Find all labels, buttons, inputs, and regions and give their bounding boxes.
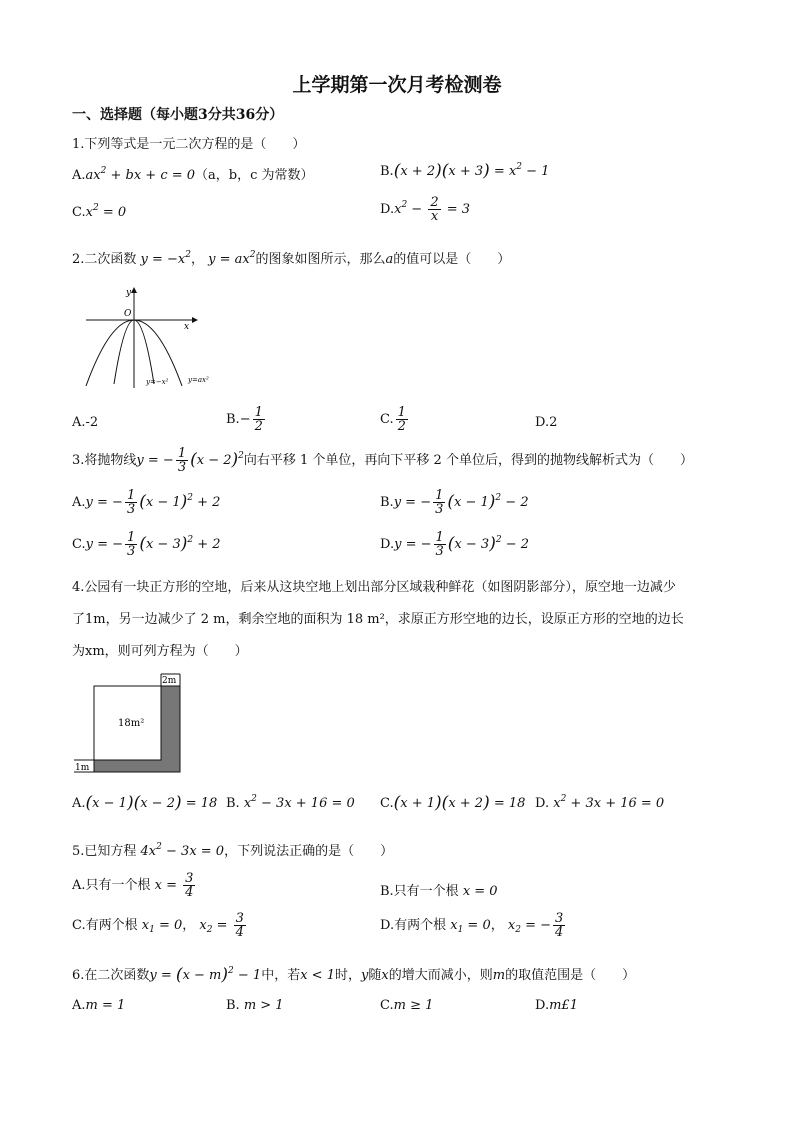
question-5-stem: 5.已知方程 $4x^2 - 3x = 0$，下列说法正确的是（ ） xyxy=(72,842,394,859)
parabola-figure xyxy=(84,284,224,390)
question-5-option-d[interactable]: D.有两个根 $x_1 = 0$， $x_2$ = − $\frac{3}{4}$ xyxy=(380,911,564,940)
math-expression: $x^2$ − $\frac{2}{x}$ = 3 xyxy=(394,195,471,224)
question-2-stem: 2.二次函数 $y = -x^2$， $y = ax^2$的图象如图所示，那么a的值可以是（ ） xyxy=(72,250,511,267)
question-4-line-1: 4.公园有一块正方形的空地，后来从这块空地上划出部分区域栽种鲜花（如图阴影部分），原空地一边减少 xyxy=(72,580,676,595)
curve-label-1: y=−x² xyxy=(146,378,169,386)
question-1-option-d[interactable]: $D.x^2$ − $\frac{2}{x}$ = 3 xyxy=(380,195,471,224)
question-3-option-c[interactable]: C.y = − $\frac{1}{3}$ $(x - 3)^2 + 2$ xyxy=(72,530,221,559)
question-1-option-b[interactable]: $B.(x + 2)(x + 3) = x^2 - 1$ xyxy=(380,161,550,181)
question-2-option-b[interactable]: B.− $\frac{1}{2}$ xyxy=(226,405,263,434)
question-1-option-c[interactable]: $C.x^2 = 0$ xyxy=(72,203,127,220)
question-4-line-2: 了1m，另一边减少了 2 m，剩余空地的面积为 18 m²，求原正方形空地的边长，设原正方形的空地的边长 xyxy=(72,612,684,627)
origin-label: O xyxy=(124,309,132,319)
question-5-option-a[interactable]: A.只有一个根 x = $\frac{3}{4}$ xyxy=(72,871,194,900)
math-expression: $(x + 2)(x + 3) = x^2 - 1$ xyxy=(393,161,550,181)
question-6-option-d[interactable]: D.m£1 xyxy=(535,998,578,1013)
area-label: 18m² xyxy=(118,718,145,729)
question-3-option-d[interactable]: D.y = − $\frac{1}{3}$ $(x - 3)^2 - 2$ xyxy=(380,530,529,559)
curve-label-2: y=ax² xyxy=(188,376,209,384)
question-1-option-a[interactable]: $A.ax^2$ + bx + c = 0（a，b，c 为常数） xyxy=(72,166,314,183)
square-garden-figure xyxy=(72,672,188,776)
question-2-option-a[interactable]: A.-2 xyxy=(72,415,99,430)
math-expression: $x^2 = 0$ xyxy=(85,203,127,220)
bottom-width-label: 1m xyxy=(75,763,90,773)
y-axis-label: y xyxy=(126,288,132,298)
question-3-stem: 3.将抛物线y = − $\frac{1}{3}$ $(x - 2)^2$向右平移 1 个单位，再向下平移 2 个单位后，得到的抛物线解析式为（ ） xyxy=(72,446,693,475)
question-1-stem: 1.下列等式是一元二次方程的是（ ） xyxy=(72,137,306,152)
question-6-stem: 6.在二次函数$y = (x - m)^2 - 1$中，若x < 1时，y随x的增大而减小，则m的取值范围是（ ） xyxy=(72,965,636,985)
question-3-option-a[interactable]: A.y = − $\frac{1}{3}$ $(x - 1)^2 + 2$ xyxy=(72,488,221,517)
question-6-option-b[interactable]: B. m > 1 xyxy=(226,998,284,1013)
question-5-option-c[interactable]: C.有两个根 $x_1 = 0$， $x_2$ = $\frac{3}{4}$ xyxy=(72,911,244,940)
question-6-option-c[interactable]: C.m ≥ 1 xyxy=(380,998,434,1013)
page-title: 上学期第一次月考检测卷 xyxy=(292,74,502,96)
question-2-option-d[interactable]: D.2 xyxy=(535,415,558,430)
question-4-option-c[interactable]: C.(x + 1)(x + 2) = 18 xyxy=(380,793,526,813)
question-4-option-d[interactable]: D. $x^2 + 3x + 16 = 0$ xyxy=(535,794,665,811)
math-expression: $ax^2$ + bx + c = 0 xyxy=(85,166,196,183)
question-5-option-b[interactable]: B.只有一个根 x = 0 xyxy=(380,884,498,899)
question-2-option-c[interactable]: C. $\frac{1}{2}$ xyxy=(380,405,406,434)
x-axis-label: x xyxy=(184,322,190,332)
question-4-option-b[interactable]: B. $x^2 - 3x + 16 = 0$ xyxy=(226,794,355,811)
top-width-label: 2m xyxy=(162,676,177,686)
question-3-option-b[interactable]: B.y = − $\frac{1}{3}$ $(x - 1)^2 - 2$ xyxy=(380,488,529,517)
question-4-option-a[interactable]: A.(x − 1)(x − 2) = 18 xyxy=(72,793,218,813)
section-heading: 一、选择题（每小题3分共36分） xyxy=(72,107,284,123)
question-4-line-3: 为xm，则可列方程为（ ） xyxy=(72,644,248,659)
question-6-option-a[interactable]: A.m = 1 xyxy=(72,998,126,1013)
